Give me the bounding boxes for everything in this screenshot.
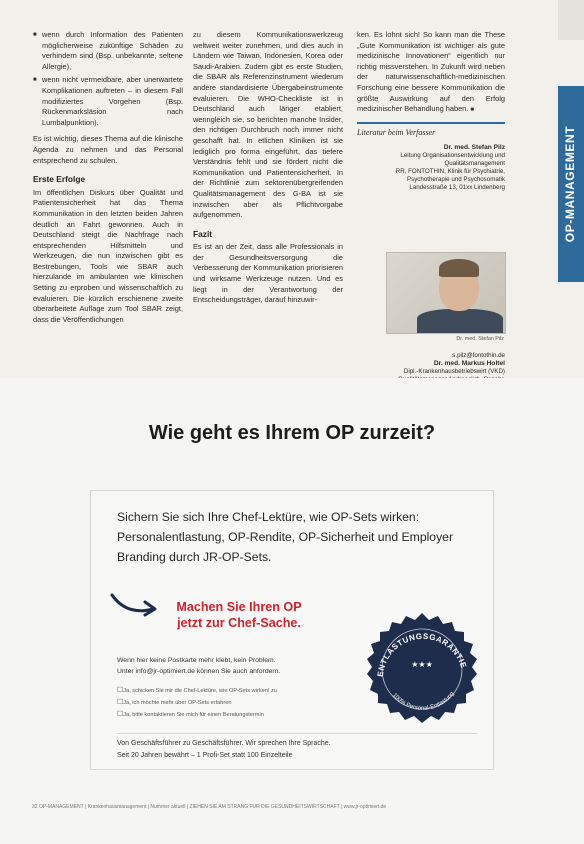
author-block-1 — [357, 144, 505, 192]
section-heading-erfolge: Erste Erfolge — [33, 174, 86, 185]
note-line: Unter info@jr-optimiert.de können Sie auch anfordern. — [117, 668, 281, 675]
ad-headline: Wie geht es Ihrem OP zurzeit? — [148, 422, 436, 444]
page-folio: 32 OP-MANAGEMENT | Krankenhausmanagement | Nummer aktuell | ZIEHEN SIE AM STRANG FÜR DIE GESUNDHEITSWIRTSCHAFT | www.jr-optimiert.de — [32, 804, 387, 810]
author-line: Dipl.-Krankenhausbetriebswirt (VKD) — [403, 368, 505, 375]
photo-hair — [439, 259, 479, 277]
note-line: Wenn hier keine Postkarte mehr klebt, kein Problem. — [117, 657, 276, 664]
section-heading-fazit: Fazit — [193, 228, 213, 239]
section-sidebar — [556, 0, 584, 378]
guarantee-seal-icon — [363, 611, 481, 729]
author-line: Qualitätsmanagement — [444, 160, 505, 168]
cta-line: Machen Sie Ihren OP — [176, 600, 302, 614]
literature-note: Literatur beim Verfasser — [357, 127, 436, 137]
bullet-list — [33, 30, 183, 128]
seal-stars-icon: ★★★ — [411, 660, 433, 669]
ad-checkbox-list — [117, 685, 367, 721]
author-name: Dr. med. Markus Holtel — [433, 360, 505, 367]
footer-line: Von Geschäftsführer zu Geschäftsführer. Wir sprechen Ihre Sprache. — [117, 740, 331, 747]
article-column-1 — [33, 30, 183, 331]
ad-lead-text: Sichern Sie sich Ihre Chef-Lektüre, wie OP-Sets wirken: Personalentlastung, OP-Rendite, OP-Sicherheit und Employer Branding durch JR-OP-Sets. — [117, 510, 454, 564]
author-name: Dr. med. Stefan Pilz — [443, 144, 505, 152]
seal-text: ENTLASTUNGSGARANTIE — [375, 631, 469, 678]
photo-shirt — [417, 309, 503, 333]
paragraph: Es ist wichtig, dieses Thema auf die klinische Agenda zu nehmen und das Personal entsprechend zu schulen. — [33, 134, 183, 165]
advertisement — [0, 378, 584, 844]
ad-box — [90, 490, 494, 770]
sidebar-strip — [558, 0, 584, 40]
paragraph: Es ist an der Zeit, dass alle Professionals in der Gesundheitsversorgung die Verbesserung der Kommunikation priorisieren und wirksame Werkzeuge nutzen. Und es liegt in der Verantwortung der Entscheidungsträger, darauf hinzuwir- — [193, 242, 343, 305]
author-line: Landesstraße 13, 01xx Lindenberg — [409, 184, 505, 192]
ad-footer — [117, 733, 477, 762]
section-label: OP-MANAGEMENT — [563, 125, 577, 243]
footer-line: Seit 20 Jahren bewährt – 1 Profi-Set statt 100 Einzelteile — [117, 752, 293, 759]
article-column-3 — [357, 30, 505, 197]
author-line: Leitung Organisationsentwicklung und — [400, 152, 505, 160]
ad-note — [117, 655, 367, 677]
paragraph: Im öffentlichen Diskurs über Qualität und Patientensicherheit hat das Thema Kommunikation in den letzten beiden Jahren deutlich an Fahrt gewonnen. Auch in Deutschland steigt die Nachfrage nach entsprechenden Hilfsmitteln und Werkzeugen, die nun inzwischen gibt es Bestrebungen, Tools wie SBAR auch hierzulande im ambulanten wie klinischen Setting zu erproben und wissenschaftlich zu evaluieren. Die kürzlich erschienene zweite überarbeitete Auflage zum Tool SBAR zeigt, dass die Veröffentlichungen — [33, 187, 183, 324]
checkbox-option[interactable]: ☐ Ja, ich möchte mehr über OP-Sets erfahren — [117, 697, 367, 709]
cta-line: jetzt zur Chef-Sache. — [177, 616, 301, 630]
paragraph: zu diesem Kommunikationswerkzeug weltweit weiter zunehmen, und dies auch in Ländern wie Taiwan, Indonesien, Korea oder Saudi-Arabien. Zudem gibt es erste Studien, die SBAR als Referenzinstrument wiederum andere standardisierte Übergabeinstrumente evaluieren. Die WHO-Checkliste ist in Deutschland auch länger etabliert, wenngleich sie, so berichten manche Insider, den richtigen Durchbruch noch immer nicht geschafft hat. In etlichen Kliniken ist sie lediglich pro forma eingeführt, das tiefere Verständnis fehlt und sie fördert nicht die Kommunikation und Patientensicherheit. In der Richtlinie zum sektorenübergreifenden Qualitätsmanagement des G-BA ist sie inzwischen aber als Pflichtvorgabe aufgenommen. — [193, 30, 343, 220]
end-mark-icon: ■ — [470, 107, 475, 114]
arrow-icon — [109, 589, 159, 619]
author-email[interactable]: s.pilz@fontothin.de — [452, 352, 505, 359]
checkbox-option[interactable]: ☐ Ja, schicken Sie mir die Chef-Lektüre, wie OP-Sets wirken! zu — [117, 685, 367, 697]
list-item: ■ wenn durch Information des Patienten möglicherweise zukünftige Schäden zu verhindern sind (Bsp. unbekannte, seltene Allergie), — [42, 30, 183, 72]
divider — [357, 122, 505, 124]
ad-call-to-action — [159, 599, 319, 631]
seal-subtext: 100% Personal-Entlastung — [391, 691, 456, 712]
author-line: Psychotherapie und Psychosomatik — [406, 176, 505, 184]
list-item: ■ wenn nicht vermeidbare, aber unerwartete Komplikationen auftreten – in diesem Fall modifiziertes Vorgehen (Bsp. Rückenmarksläsion nach Lumbalpunktion). — [42, 75, 183, 128]
author-photo — [386, 252, 506, 334]
checkbox-option[interactable]: ☐ Ja, bitte kontaktieren Sie mich für einen Beratungstermin — [117, 709, 367, 721]
photo-caption: Dr. med. Stefan Pilz — [456, 336, 504, 342]
article-column-2 — [193, 30, 343, 312]
article-section — [0, 0, 584, 378]
author-line: RR, FONTOTHIN, Klinik für Psychiatrie, — [395, 168, 505, 176]
paragraph-text: ken. Es lohnt sich! So kann man die These „Gute Kommunikation ist wichtiger als gute medizinische Innovationen“ eigentlich nur richtig missverstehen. In Zukunft wird neben der naturwissenschaftlich-medizinischen Forschung eine bessere Kommunikation die größte Auswirkung auf den Erfolg medizinischer Behandlung haben. — [357, 30, 505, 114]
paragraph — [357, 30, 505, 116]
